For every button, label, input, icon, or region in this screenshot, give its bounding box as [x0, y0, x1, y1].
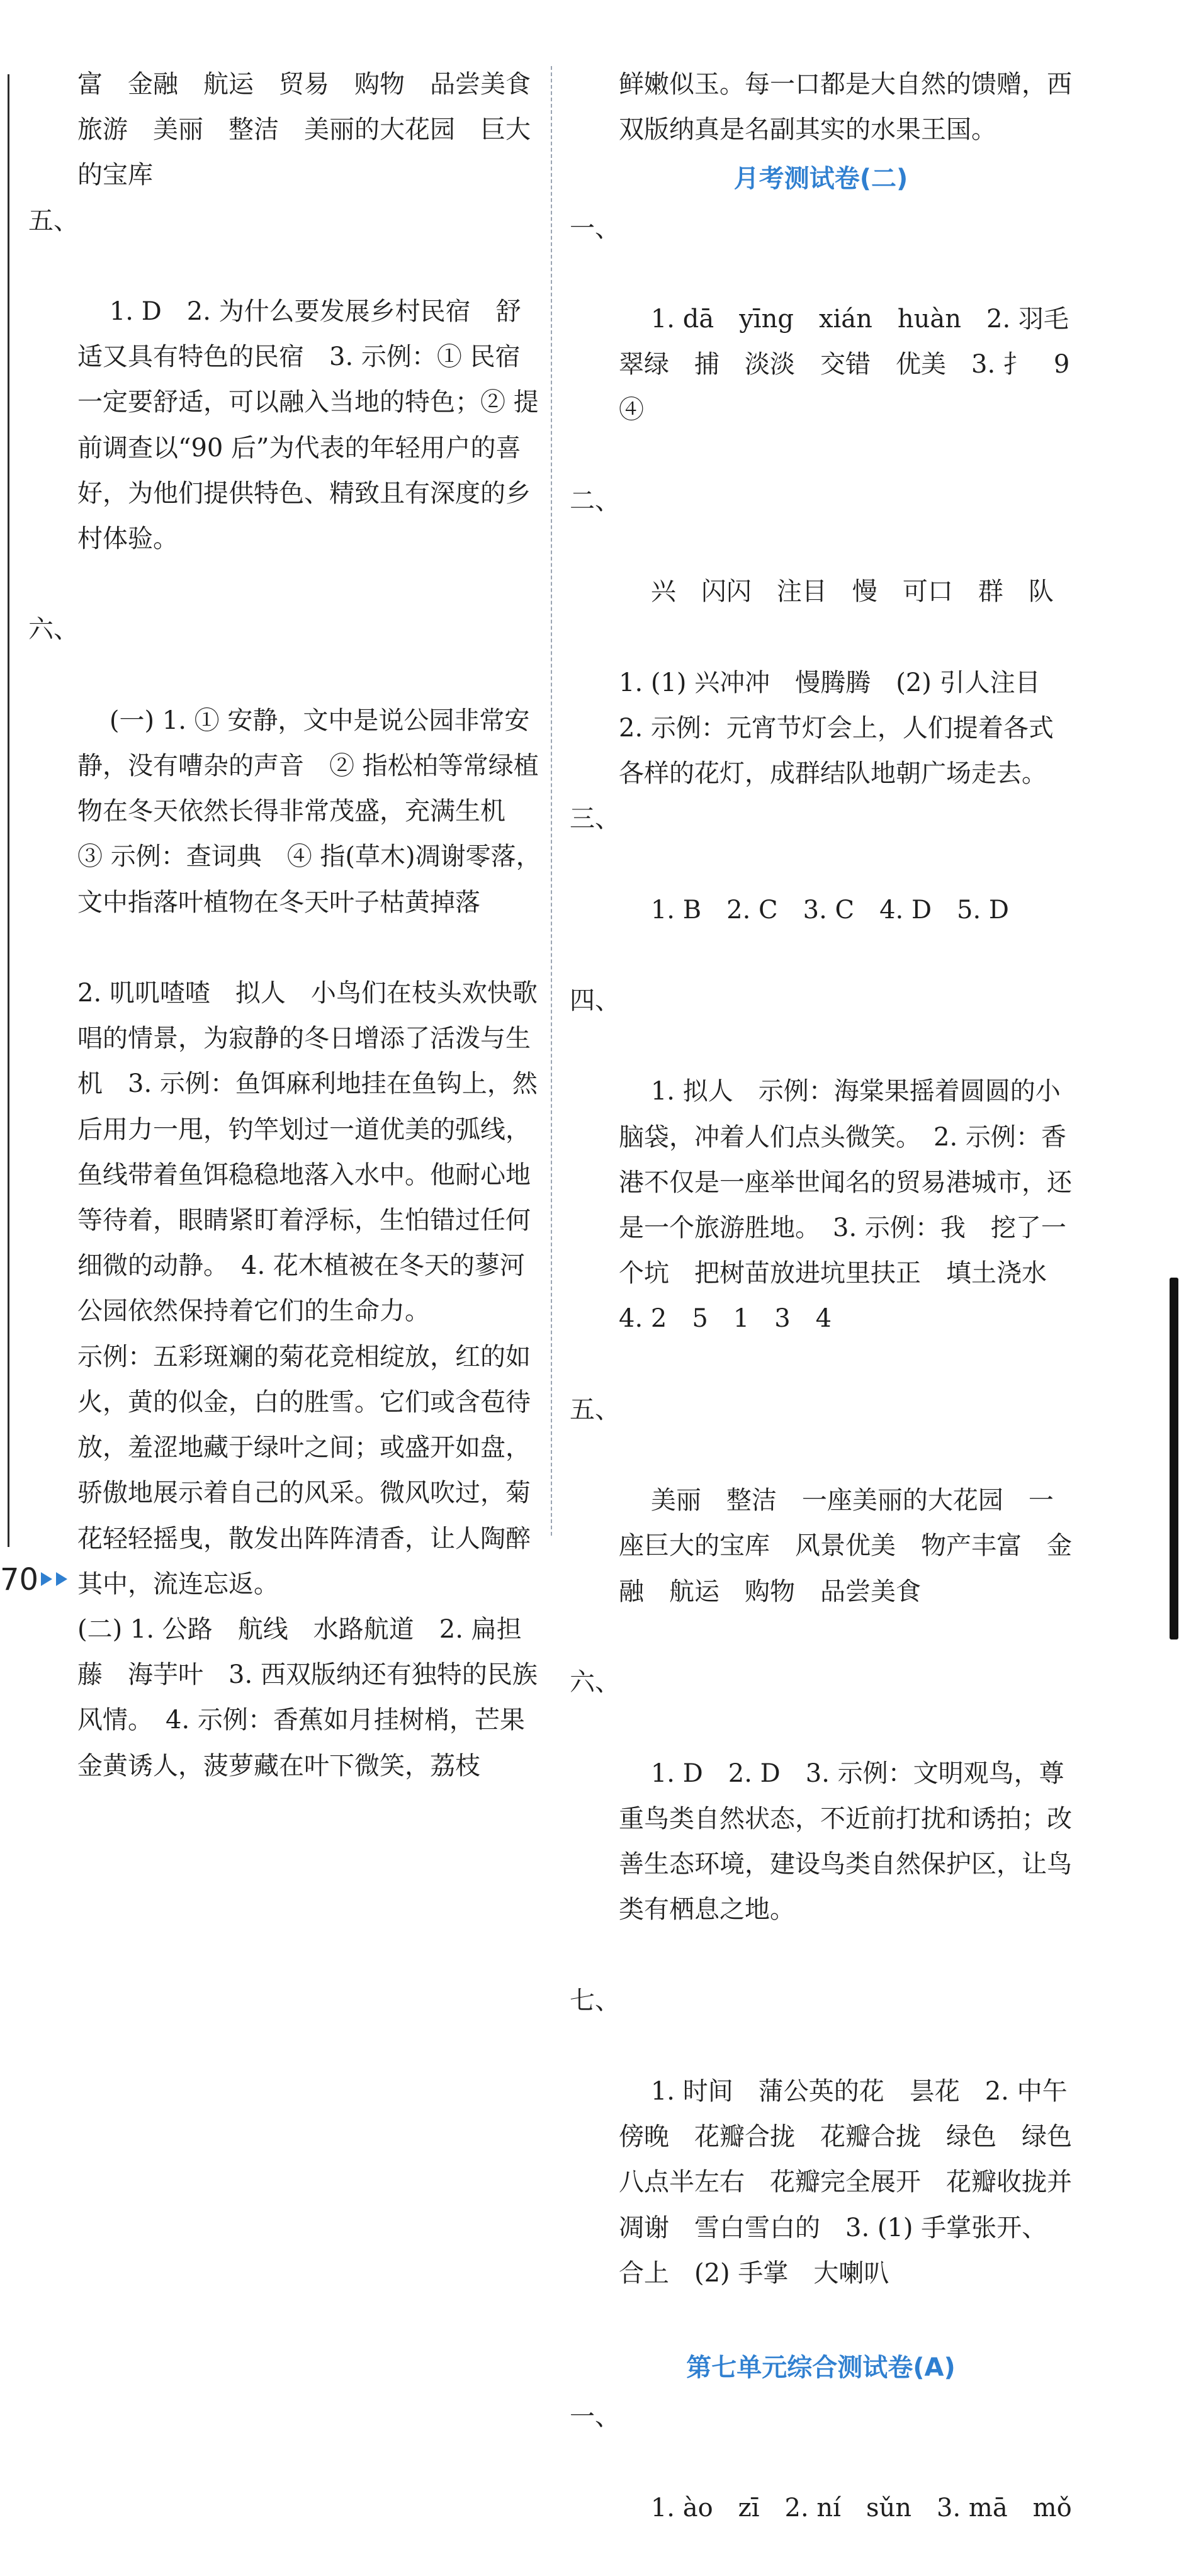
section-heading: 第七单元综合测试卷(A): [686, 2353, 956, 2383]
section-number: 五、: [570, 1395, 620, 1424]
section-number: 四、: [570, 986, 620, 1016]
answer-text: 2. 示例：元宵节灯会上，人们提着各式各样的花灯，成群结队地朝广场走去。: [619, 713, 1054, 789]
section-number: 一、: [570, 213, 620, 243]
answer-section-3: [570, 796, 1072, 978]
answer-text: 2. 叽叽喳喳 拟人 小鸟们在枝头欢快歌唱的情景，为寂静的冬日增添了活泼与生机 3. 示例：鱼饵麻利地挂在鱼钩上，然后用力一甩，钓竿划过一道优美的弧线，鱼线带着鱼饵稳稳地落入水中。他耐心地等待着，眼睛紧盯着浮标，生怕错过任何细微的动静。 4. 花木植被在冬天的蓼河公园依然保持着它们的生命力。: [77, 979, 538, 1326]
section-number: 六、: [28, 615, 79, 644]
answer-text: 1. 时间 蒲公英的花 昙花 2. 中午 傍晚 花瓣合拢 花瓣合拢 绿色 绿色 八点半左右 花瓣完全展开 花瓣收拢并凋谢 雪白雪白的 3. (1) 手掌张开、合上 (2) 手掌 大喇叭: [619, 2076, 1097, 2288]
answer-text: 1. D 2. 为什么要发展乡村民宿 舒适又具有特色的民宿 3. 示例：① 民宿一定要舒适，可以融入当地的特色；② 提前调查以“90 后”为代表的年轻用户的喜好，为他们提供特色、精致且有深度的乡村体验。: [77, 297, 539, 554]
answer-text: 示例：五彩斑斓的菊花竞相绽放，红的如火，黄的似金，白的胜雪。它们或含苞待放，羞涩地藏于绿叶之间；或盛开如盘，骄傲地展示着自己的风采。微风吹过，菊花轻轻摇曳，散发出阵阵清香，让人陶醉其中，流连忘返。: [77, 1342, 531, 1599]
right-column: [570, 62, 1097, 2576]
answer-section-4: [570, 978, 1072, 1387]
answer-text: 1. (1) 兴冲冲 慢腾腾 (2) 引人注目: [619, 668, 1041, 697]
answer-section-7: [570, 1978, 1097, 2342]
answer-text: 鲜嫩似玉。每一口都是大自然的馈赠，西双版纳真是名副其实的水果王国。: [619, 70, 1072, 145]
answer-text: 1. ào zī 2. ní sǔn 3. mā mǒ: [650, 2493, 1072, 2523]
page-edge-line: [8, 74, 9, 1547]
section-number: 三、: [570, 804, 620, 834]
answer-text: 兴 闪闪 注目 慢 可口 群 队: [650, 577, 1054, 607]
section-number: 六、: [570, 1668, 620, 1697]
answer-text: 1. dā yīng xián huàn 2. 羽毛 翠绿 捕 淡淡 交错 优美 3. 扌 9 ④: [619, 305, 1095, 425]
answer-section-5: [570, 1387, 1072, 1660]
answer-section-6: [570, 1660, 1072, 1977]
answer-section-2: [570, 478, 1072, 660]
answer-text: 1. B 2. C 3. C 4. D 5. D: [650, 895, 1009, 925]
answer-text: (一) 1. ① 安静，文中是说公园非常安静，没有嘈杂的声音 ② 指松柏等常绿植物在冬天依然长得非常茂盛，充满生机 ③ 示例：查词典 ④ 指(草木)凋谢零落，文中指落叶植物在冬天叶子枯黄掉落: [77, 706, 541, 917]
answer-section-1: [570, 206, 1095, 478]
page-number: 70: [0, 1562, 39, 1597]
answer-text: 富 金融 航运 贸易 购物 品尝美食 旅游 美丽 整洁 美丽的大花园 巨大的宝库: [77, 70, 556, 190]
answer-text: 1. D 2. D 3. 示例：文明观鸟，尊重鸟类自然状态，不近前打扰和诱拍；改善生态环境，建设鸟类自然保护区，让鸟类有栖息之地。: [619, 1758, 1072, 1925]
section-number: 一、: [570, 2402, 620, 2432]
answer-text: 美丽 整洁 一座美丽的大花园 一座巨大的宝库 风景优美 物产丰富 金融 航运 购物 品尝美食: [619, 1486, 1072, 1606]
section-heading: 月考测试卷(二): [733, 164, 908, 194]
answer-text: 1. 拟人 示例：海棠果摇着圆圆的小脑袋，冲着人们点头微笑。 2. 示例：香港不仅是一座举世闻名的贸易港城市，还是一个旅游胜地。 3. 示例：我 挖了一个坑 把树苗放进坑里扶正 填土浇水 4. 2 5 1 3 4: [619, 1077, 1072, 1334]
left-column: [28, 62, 556, 1789]
answer-section-5: [28, 198, 544, 607]
column-divider: [551, 66, 552, 1536]
binding-edge: [1170, 1278, 1178, 1640]
answer-section-6: [28, 607, 544, 970]
section-number: 二、: [570, 486, 620, 515]
play-arrows-icon: [41, 1572, 71, 1589]
section-number: 七、: [570, 1986, 620, 2015]
answer-section-1: [570, 2394, 1072, 2576]
answer-text: (二) 1. 公路 航线 水路航道 2. 扁担藤 海芋叶 3. 西双版纳还有独特的民族风情。 4. 示例：香蕉如月挂树梢，芒果金黄诱人，菠萝藏在叶下微笑，荔枝: [77, 1614, 538, 1780]
section-number: 五、: [28, 206, 79, 235]
